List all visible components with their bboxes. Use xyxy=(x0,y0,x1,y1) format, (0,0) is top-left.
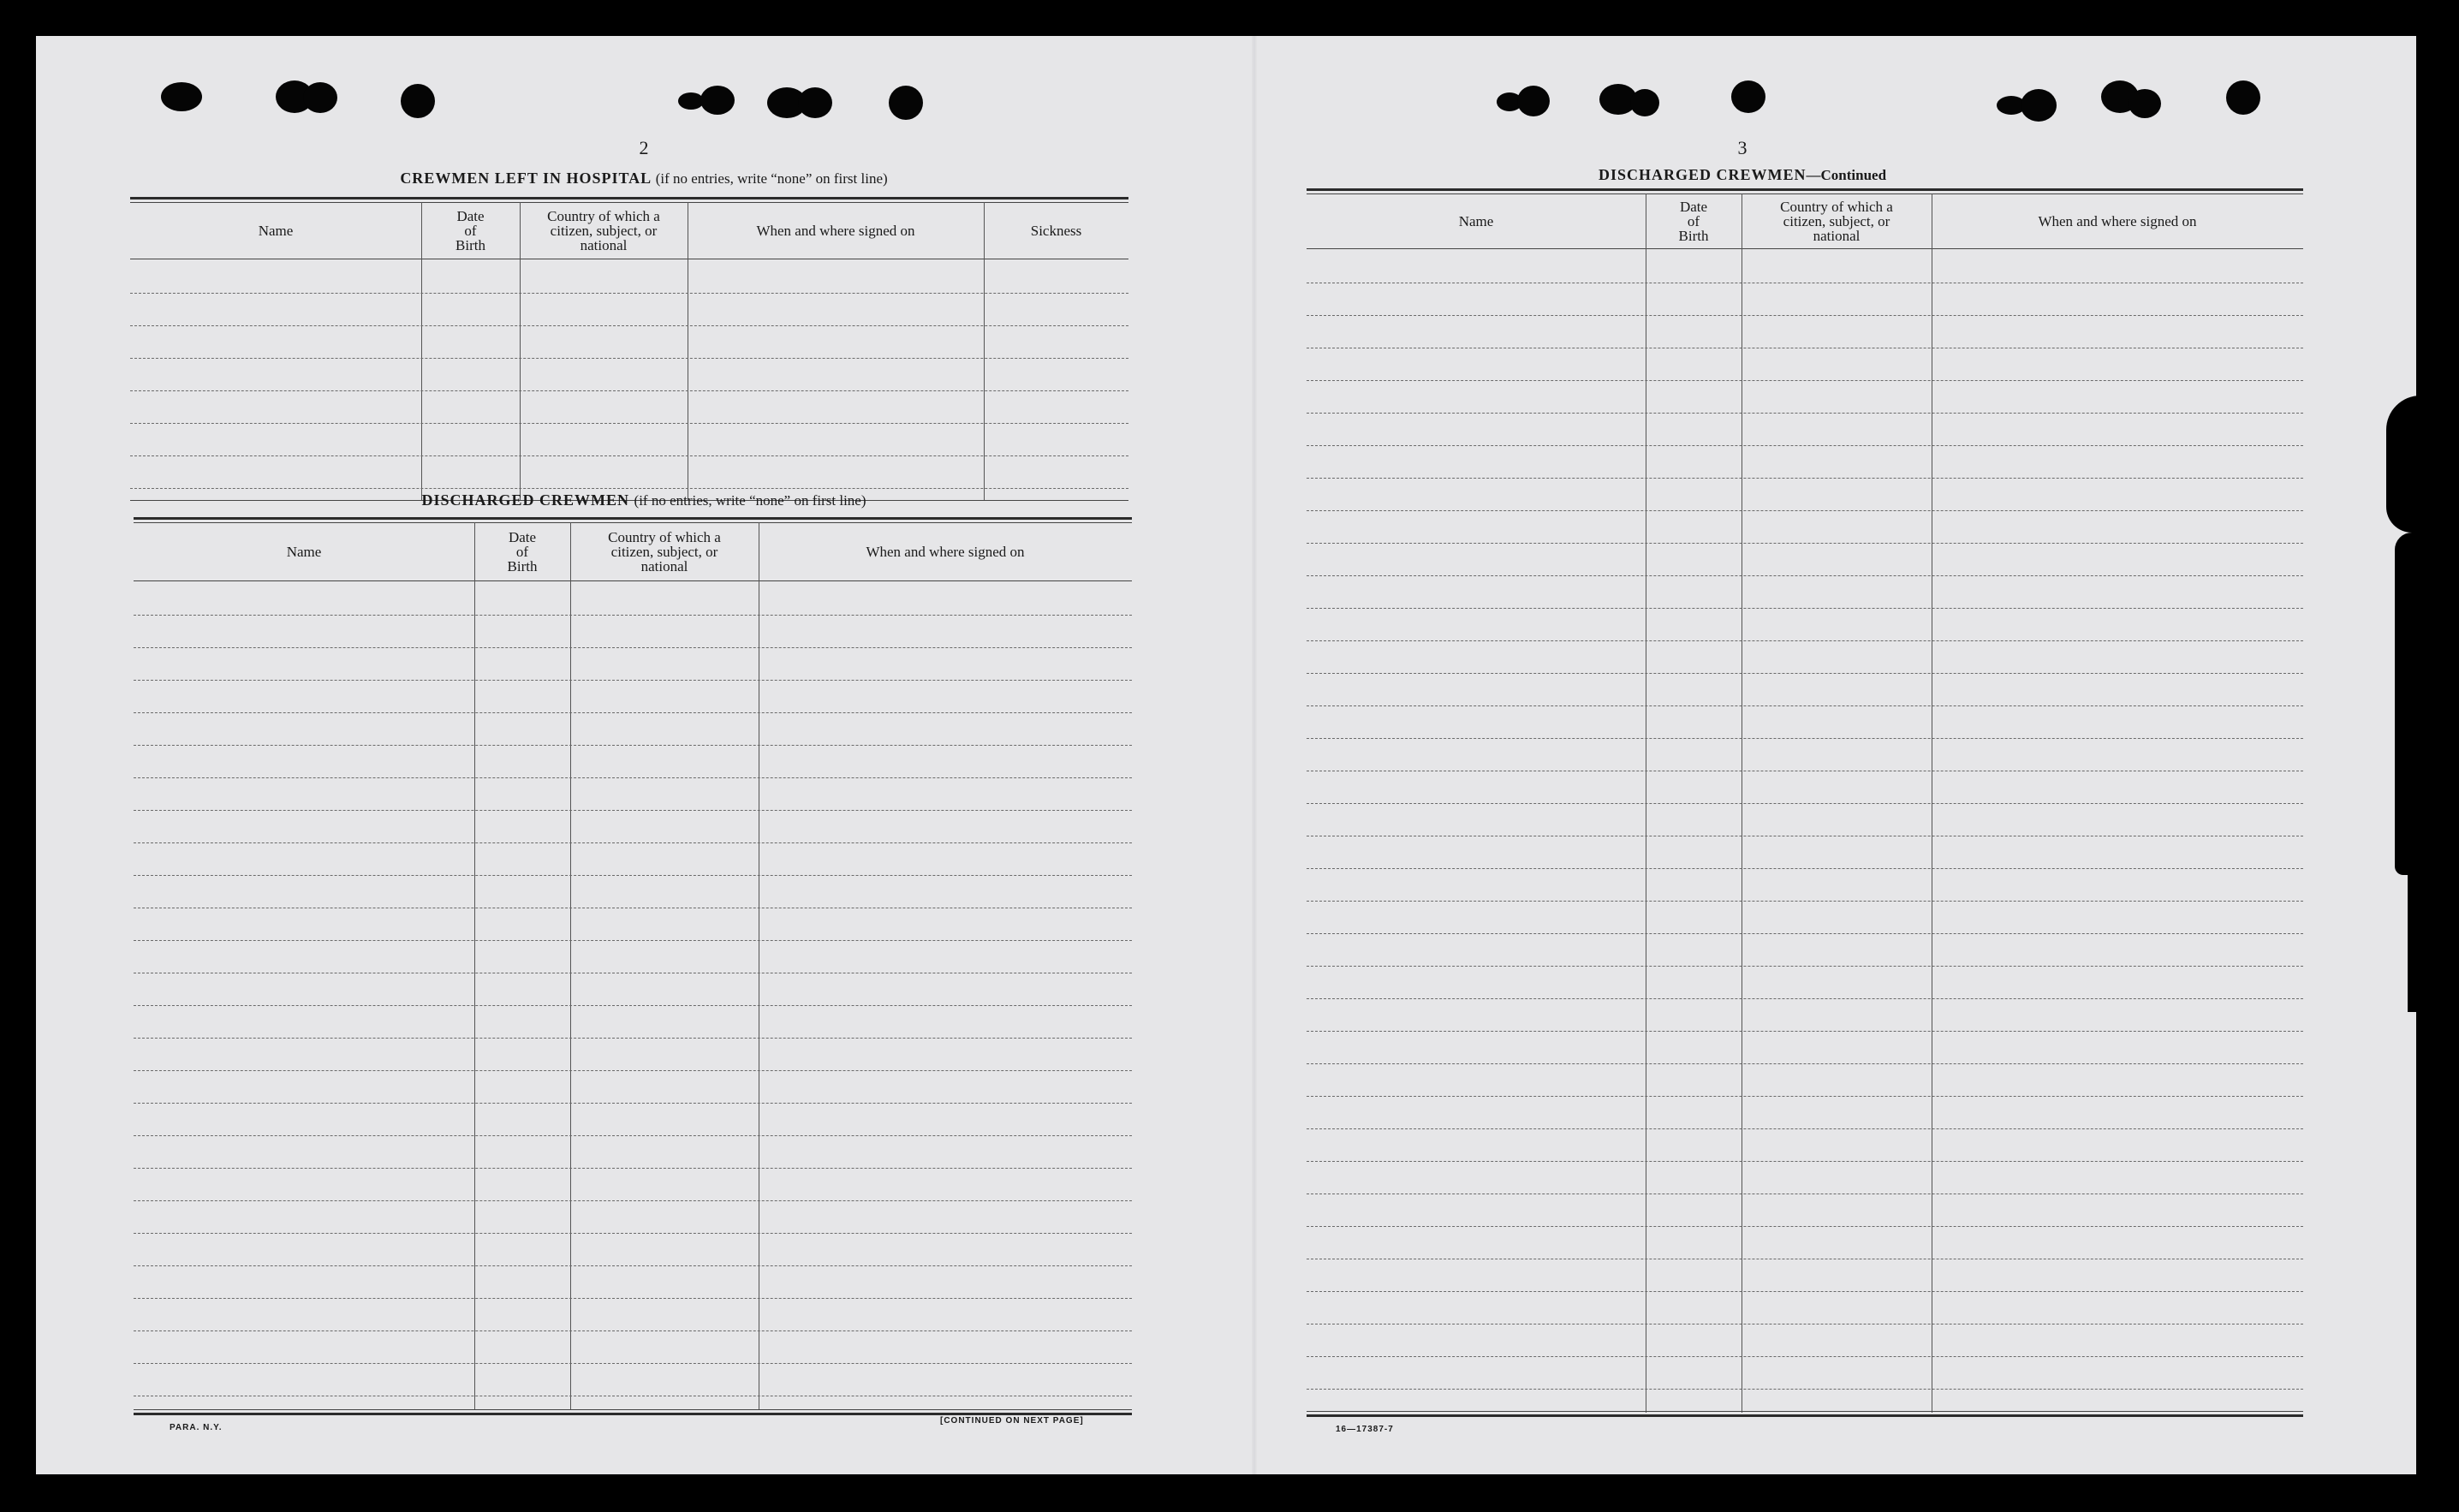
entry-line xyxy=(1307,933,2303,934)
punch-hole xyxy=(161,82,202,111)
entry-line xyxy=(1307,445,2303,446)
entry-line xyxy=(130,455,1128,456)
table-bottom-rule xyxy=(134,1409,1132,1410)
header-bottom-rule xyxy=(1307,248,2303,249)
column-header-name: Name xyxy=(1458,212,1494,229)
entry-line xyxy=(134,1168,1132,1169)
entry-line xyxy=(134,1233,1132,1234)
entry-line xyxy=(1307,738,2303,739)
entry-line xyxy=(134,1070,1132,1071)
entry-line xyxy=(134,1200,1132,1201)
entry-line xyxy=(134,615,1132,616)
table-bottom-rule xyxy=(1307,1411,2303,1412)
section-title-text: DISCHARGED CREWMEN xyxy=(421,491,630,509)
header-bottom-rule xyxy=(134,580,1132,581)
form-number: 16—17387-7 xyxy=(1336,1425,1394,1434)
column-header-country: Country of which a citizen, subject, or national xyxy=(547,207,660,253)
column-header-signed-on: When and where signed on xyxy=(2038,212,2197,229)
entry-line xyxy=(1307,575,2303,576)
torn-edge xyxy=(2408,875,2450,1012)
entry-line xyxy=(1307,640,2303,641)
continued-note: [CONTINUED ON NEXT PAGE] xyxy=(940,1416,1084,1426)
column-header-country: Country of which a citizen, subject, or national xyxy=(608,528,721,574)
entry-line xyxy=(134,842,1132,843)
table-top-rule xyxy=(134,517,1132,520)
entry-line xyxy=(1307,1096,2303,1097)
entry-line xyxy=(134,1038,1132,1039)
punch-hole xyxy=(700,86,735,115)
entry-line xyxy=(1307,510,2303,511)
entry-line xyxy=(1307,543,2303,544)
punch-hole xyxy=(401,84,435,118)
torn-edge xyxy=(2386,396,2429,533)
entry-line xyxy=(1307,315,2303,316)
entry-line xyxy=(134,810,1132,811)
page-number: 3 xyxy=(1737,137,1747,158)
punch-hole xyxy=(2226,80,2260,115)
entry-line xyxy=(1307,608,2303,609)
punch-hole xyxy=(889,86,923,120)
entry-line xyxy=(130,325,1128,326)
entry-line xyxy=(134,777,1132,778)
continued-label: —Continued xyxy=(1806,167,1887,183)
entry-line xyxy=(1307,478,2303,479)
entry-line xyxy=(1307,868,2303,869)
entry-line xyxy=(134,647,1132,648)
entry-line xyxy=(130,423,1128,424)
discharged-continued-table xyxy=(1307,188,2303,1418)
torn-edge xyxy=(2395,533,2438,875)
punch-hole xyxy=(2021,89,2057,122)
entry-line xyxy=(134,1363,1132,1364)
entry-line xyxy=(1307,1389,2303,1390)
punch-hole xyxy=(798,87,832,118)
entry-line xyxy=(1307,803,2303,804)
column-header-signed-on: When and where signed on xyxy=(866,543,1025,560)
column-divider xyxy=(570,522,571,1409)
center-fold xyxy=(1252,36,1257,1474)
entry-line xyxy=(134,1005,1132,1006)
entry-line xyxy=(134,745,1132,746)
entry-line xyxy=(134,712,1132,713)
table-bottom-rule xyxy=(1307,1414,2303,1417)
entry-line xyxy=(134,940,1132,941)
entry-line xyxy=(130,358,1128,359)
punch-hole xyxy=(1630,89,1659,116)
entry-line xyxy=(1307,1356,2303,1357)
section-instruction: (if no entries, write “none” on first line) xyxy=(634,492,866,509)
section-title-text: CREWMEN LEFT IN HOSPITAL xyxy=(400,170,652,187)
entry-line xyxy=(1307,1226,2303,1227)
table-top-rule xyxy=(1307,188,2303,191)
column-header-date-of-birth: Date of Birth xyxy=(507,528,538,574)
entry-line xyxy=(130,293,1128,294)
entry-line xyxy=(1307,1128,2303,1129)
entry-line xyxy=(134,1330,1132,1331)
entry-line xyxy=(1307,413,2303,414)
entry-line xyxy=(130,390,1128,391)
column-header-name: Name xyxy=(286,543,322,560)
punch-hole xyxy=(2129,89,2161,118)
column-header-date-of-birth: Date of Birth xyxy=(455,207,485,253)
entry-line xyxy=(1307,901,2303,902)
entry-line xyxy=(134,1103,1132,1104)
punch-hole xyxy=(303,82,337,113)
ledger-sheet xyxy=(36,36,2416,1474)
entry-line xyxy=(134,1135,1132,1136)
section-title-text: DISCHARGED CREWMEN xyxy=(1598,166,1807,183)
column-header-country: Country of which a citizen, subject, or national xyxy=(1780,198,1893,244)
printer-mark: PARA. N.Y. xyxy=(170,1423,223,1432)
discharged-continued-title xyxy=(1163,166,2322,184)
hospital-table xyxy=(130,197,1128,502)
table-top-rule xyxy=(130,197,1128,199)
section-instruction: (if no entries, write “none” on first line) xyxy=(655,170,888,187)
table-bottom-rule xyxy=(134,1413,1132,1415)
column-header-signed-on: When and where signed on xyxy=(756,222,915,239)
entry-line xyxy=(134,1298,1132,1299)
punch-hole xyxy=(1731,80,1765,113)
entry-line xyxy=(134,1265,1132,1266)
entry-line xyxy=(1307,1291,2303,1292)
discharged-table xyxy=(134,517,1132,1416)
entry-line xyxy=(1307,673,2303,674)
entry-line xyxy=(130,488,1128,489)
discharged-section-title xyxy=(36,491,1252,509)
entry-line xyxy=(1307,380,2303,381)
entry-line xyxy=(1307,1161,2303,1162)
entry-line xyxy=(1307,966,2303,967)
punch-hole xyxy=(1517,86,1550,116)
entry-line xyxy=(134,680,1132,681)
column-header-date-of-birth: Date of Birth xyxy=(1678,198,1709,244)
page-number: 2 xyxy=(639,137,649,158)
column-header-sickness: Sickness xyxy=(1030,222,1082,239)
entry-line xyxy=(1307,998,2303,999)
entry-line xyxy=(1307,1031,2303,1032)
entry-line xyxy=(1307,1063,2303,1064)
column-divider xyxy=(474,522,475,1409)
entry-line xyxy=(134,875,1132,876)
column-header-name: Name xyxy=(258,222,294,239)
hospital-section-title xyxy=(36,170,1252,188)
entry-line xyxy=(1307,705,2303,706)
